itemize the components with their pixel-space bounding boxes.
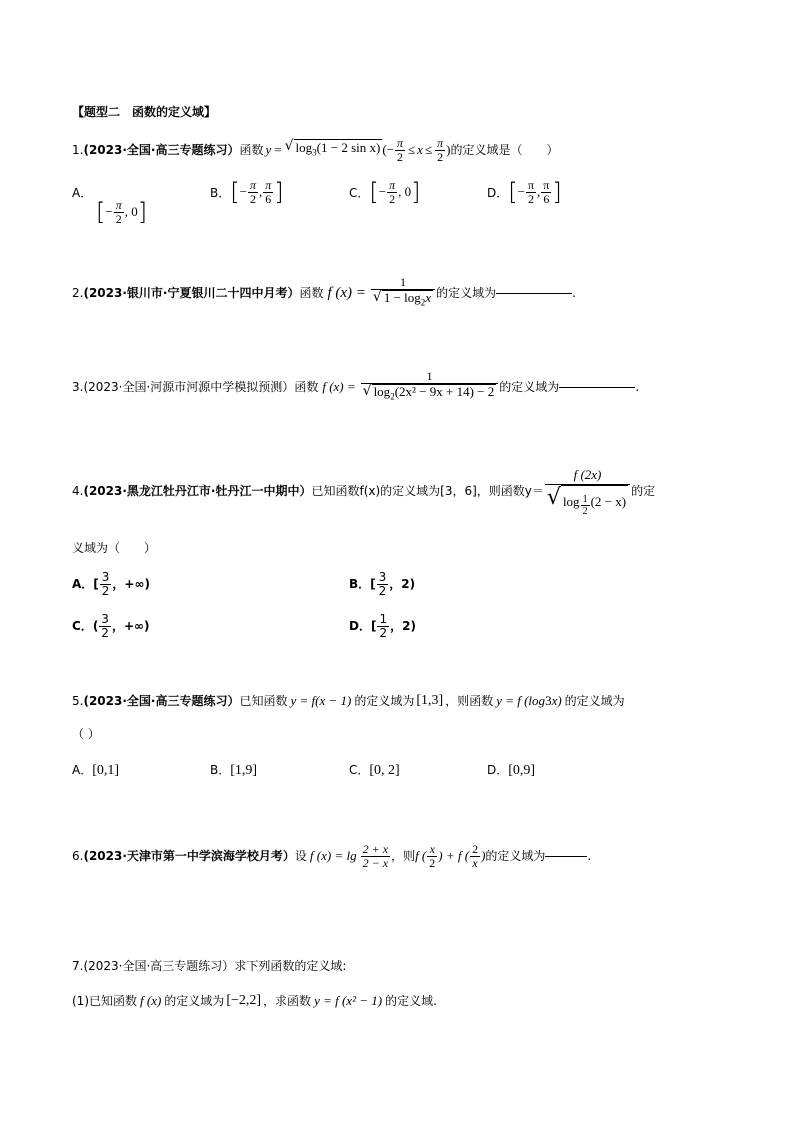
question-1 — [72, 132, 558, 168]
bracket-left: [ — [369, 178, 379, 206]
denominator: 6 — [543, 191, 550, 206]
question-lead: 函数 — [239, 143, 264, 157]
option-b-label: B． — [210, 185, 231, 200]
question-source: (2023·银川市·宁夏银川二十四中月考） — [83, 286, 300, 300]
option-c-label: C． — [349, 763, 370, 777]
question-text: 的定义域为 — [164, 994, 225, 1008]
option-d[interactable] — [487, 762, 535, 779]
option-c-label: C． — [72, 619, 93, 633]
math-expression: f ( — [415, 848, 427, 863]
option-d-value: [0,9] — [508, 763, 536, 778]
bracket-left: [ — [370, 619, 377, 633]
interval-rest: , 0 — [124, 204, 138, 219]
question-6 — [72, 836, 591, 876]
math-fx: f (x) = — [327, 285, 366, 301]
numerator: 3 — [101, 611, 109, 626]
log-text: log — [295, 140, 313, 156]
question-7 — [72, 958, 346, 974]
fraction — [377, 613, 389, 640]
cond-close: ) — [446, 142, 451, 157]
fraction — [263, 179, 273, 206]
option-a[interactable] — [72, 566, 150, 602]
log-base: 2 — [390, 391, 395, 402]
denominator: 2 — [437, 149, 444, 164]
option-d[interactable] — [487, 172, 562, 212]
question-tail: 的定 — [631, 484, 656, 498]
fraction — [361, 370, 499, 404]
answer-blank[interactable] — [545, 856, 587, 857]
bracket-right: ] — [552, 178, 562, 206]
le-sign: ≤ — [408, 142, 416, 157]
fraction — [545, 466, 630, 517]
minus-sign: − — [105, 204, 113, 219]
numerator: π — [249, 177, 256, 192]
interval-rest: ，+∞) — [112, 577, 150, 591]
fraction — [541, 179, 551, 206]
math-y: y — [265, 142, 272, 157]
fraction — [361, 843, 390, 870]
question-number: 5. — [72, 694, 84, 708]
question-number: 3. — [72, 380, 84, 394]
question-4-continued: 义域为（ ） — [72, 541, 157, 555]
question-text: 的定义域为 — [564, 694, 625, 708]
fraction — [100, 571, 112, 598]
denominator: 2 — [528, 191, 534, 206]
denominator: 2 — [389, 191, 396, 206]
question-tail: 的定义域为 — [499, 380, 560, 394]
denominator: 2 − x — [362, 855, 389, 870]
section-title: 【题型二 函数的定义域】 — [72, 105, 217, 119]
fraction — [377, 571, 389, 598]
bracket-right: ] — [411, 178, 421, 206]
option-b-label: B． — [349, 577, 371, 591]
radical-sign: √ — [284, 138, 294, 155]
question-number: 1. — [72, 143, 84, 157]
log-text: log — [562, 493, 580, 509]
log-base: 2 — [420, 297, 426, 308]
answer-blank[interactable] — [559, 387, 635, 388]
question-text: 已知函数 — [239, 694, 288, 708]
question-7-part-1 — [72, 990, 437, 1012]
interval-rest: ，+∞) — [111, 619, 150, 633]
math-expression: f (x) — [140, 993, 162, 1008]
bracket-right: ] — [137, 198, 148, 226]
question-lead: 函数 — [294, 380, 319, 394]
option-d-label: D． — [487, 763, 509, 777]
den-text: 1 − log — [383, 290, 421, 306]
fraction — [371, 276, 435, 310]
fraction-pi-2 — [395, 137, 405, 164]
base-denominator: 2 — [582, 505, 588, 517]
question-text: ，则函数 — [445, 694, 494, 708]
fraction — [470, 843, 480, 870]
bracket-left: [ — [96, 198, 106, 226]
bracket-left: [ — [93, 577, 99, 591]
denominator: 6 — [265, 191, 272, 206]
question-tail: 的定义域是（ ） — [450, 143, 559, 157]
question-4 — [72, 460, 655, 522]
question-number: 6. — [72, 849, 84, 863]
numerator: π — [115, 197, 122, 212]
question-text: 的定义域为 — [354, 694, 415, 708]
option-c[interactable] — [72, 608, 149, 644]
denominator: 2 — [378, 583, 387, 598]
minus-sign: − — [378, 184, 387, 199]
question-lead: 函数 — [299, 286, 324, 300]
question-text: ，求函数 — [263, 994, 312, 1008]
option-d-label: D． — [487, 185, 509, 200]
numerator: x — [429, 841, 435, 856]
bracket-right: ] — [274, 178, 284, 206]
cond-open: (− — [382, 142, 394, 157]
fraction — [248, 179, 258, 206]
bracket-left: ( — [92, 619, 99, 633]
option-a-label[interactable]: A． — [72, 186, 93, 200]
question-source: (2023·黑龙江牡丹江市·牡丹江一中期中） — [83, 484, 312, 498]
interval: [1,3] — [416, 693, 444, 708]
numerator: π — [543, 177, 550, 192]
comma: , — [537, 184, 541, 199]
interval-rest: ，2) — [390, 619, 416, 633]
numerator: 1 — [426, 369, 433, 384]
numerator: π — [397, 135, 404, 150]
question-text: 求下列函数的定义域: — [234, 959, 347, 973]
math-x: x — [425, 290, 432, 306]
question-source: (2023·天津市第一中学滨海学校月考） — [83, 849, 295, 863]
option-b[interactable] — [210, 762, 257, 779]
option-c-value: [0, 2] — [369, 763, 400, 778]
log-base: 3 — [545, 693, 552, 708]
math-expression: ) + f ( — [438, 848, 470, 863]
question-number: 7. — [72, 959, 84, 973]
option-a[interactable] — [72, 762, 119, 779]
option-b[interactable] — [349, 566, 415, 602]
option-d[interactable] — [349, 608, 416, 644]
question-3 — [72, 366, 639, 408]
denominator: 2 — [429, 855, 436, 870]
numerator: π — [437, 135, 444, 150]
denominator: 2 — [115, 211, 122, 226]
interval-rest: ，2) — [389, 577, 416, 591]
le-sign: ≤ — [424, 142, 433, 157]
numerator: 1 — [400, 275, 406, 290]
answer-blank[interactable] — [496, 293, 572, 294]
denominator: 2 — [379, 625, 388, 640]
denominator: x — [472, 855, 478, 870]
interval: [−2,2] — [226, 993, 262, 1008]
log-base: 3 — [312, 147, 317, 158]
denominator: 2 — [101, 583, 110, 598]
denominator: √ $\log_2(2x^2 - 9x + 14) - 2$ — [361, 383, 499, 404]
log-arg: (2 − x) — [590, 493, 627, 509]
fraction — [387, 179, 397, 206]
radicand — [294, 139, 383, 161]
question-source: (2023·全国·河源市河源中学模拟预测） — [83, 380, 295, 394]
math-expression: ) — [481, 848, 486, 863]
period: . — [587, 849, 592, 863]
numerator: 2 — [472, 841, 479, 856]
math-expression: y = f(x − 1) — [290, 693, 352, 708]
option-b-label: B． — [210, 763, 231, 777]
base-numerator: 1 — [582, 493, 588, 505]
question-text: 的定义域为 — [485, 849, 546, 863]
numerator: π — [265, 177, 272, 192]
fraction-pi-2 — [435, 137, 445, 164]
option-b-value: [1,9] — [230, 763, 258, 778]
minus-sign: − — [239, 184, 247, 199]
option-a-value[interactable] — [96, 192, 147, 232]
fraction — [427, 843, 437, 870]
denominator: 2 — [101, 625, 109, 640]
minus-sign: − — [517, 184, 525, 199]
option-c[interactable] — [349, 172, 421, 212]
math-x: x — [417, 142, 423, 157]
period: . — [572, 286, 576, 300]
denominator: 2 — [249, 191, 256, 206]
numerator: 3 — [378, 569, 387, 584]
math-expression: x) — [551, 693, 562, 708]
bracket-left: [ — [230, 178, 240, 206]
interval-rest: , 0 — [398, 184, 412, 199]
bracket-left: [ — [370, 577, 376, 591]
period: . — [635, 380, 640, 394]
numerator: f (2x) — [573, 466, 602, 482]
question-text: 设 — [294, 849, 307, 863]
question-5-paren: （ ） — [72, 727, 100, 741]
log-text: log — [373, 384, 391, 400]
bracket-left: [ — [508, 178, 518, 206]
log-arg: (2x² − 9x + 14) − 2 — [394, 384, 495, 400]
question-source: (2023·全国·高三专题练习） — [83, 694, 240, 708]
option-c[interactable] — [349, 762, 400, 779]
fraction — [99, 613, 111, 640]
comma: , — [258, 184, 263, 199]
numerator: 1 — [379, 611, 388, 626]
question-source: (2023·全国·高三专题练习） — [83, 143, 240, 157]
question-text: 的定义域. — [385, 994, 437, 1008]
option-a-value: [0,1] — [92, 763, 120, 778]
math-expression: y = f (log — [496, 693, 546, 708]
math-expression: y = f (x² − 1) — [314, 993, 383, 1008]
math-eq: = — [274, 142, 282, 157]
question-number: 2. — [72, 286, 84, 300]
sqrt-expression — [285, 139, 383, 161]
denominator: √ $1 - \log_2x$ — [371, 289, 435, 310]
question-5 — [72, 690, 625, 712]
option-b[interactable] — [210, 172, 284, 212]
fraction — [114, 199, 124, 226]
option-c-label: C． — [349, 185, 370, 200]
log-arg: (1 − 2 sin x) — [316, 140, 381, 156]
question-2 — [72, 272, 576, 314]
question-number: 4. — [72, 484, 84, 498]
question-tail: 的定义域为 — [436, 286, 497, 300]
math-expression: f (x) = lg — [309, 848, 357, 863]
denominator: √ log $\frac{1}{2}$ (2 − x) — [545, 484, 630, 517]
numerator: 2 + x — [362, 841, 389, 856]
option-a-label: A． — [72, 577, 94, 591]
question-text: ，则 — [391, 849, 416, 863]
option-d-label: D． — [349, 619, 371, 633]
numerator: π — [389, 177, 396, 192]
math-fx: f (x) = — [322, 379, 356, 394]
denominator: 2 — [397, 149, 403, 164]
fraction — [526, 179, 536, 206]
question-text: 已知函数f(x)的定义域为[3，6]，则函数y＝ — [311, 484, 544, 498]
question-text: (1)已知函数 — [72, 994, 137, 1008]
option-a-label: A． — [72, 763, 93, 777]
numerator: 3 — [101, 569, 110, 584]
question-source: (2023·全国·高三专题练习） — [83, 959, 235, 973]
numerator: π — [527, 177, 535, 192]
